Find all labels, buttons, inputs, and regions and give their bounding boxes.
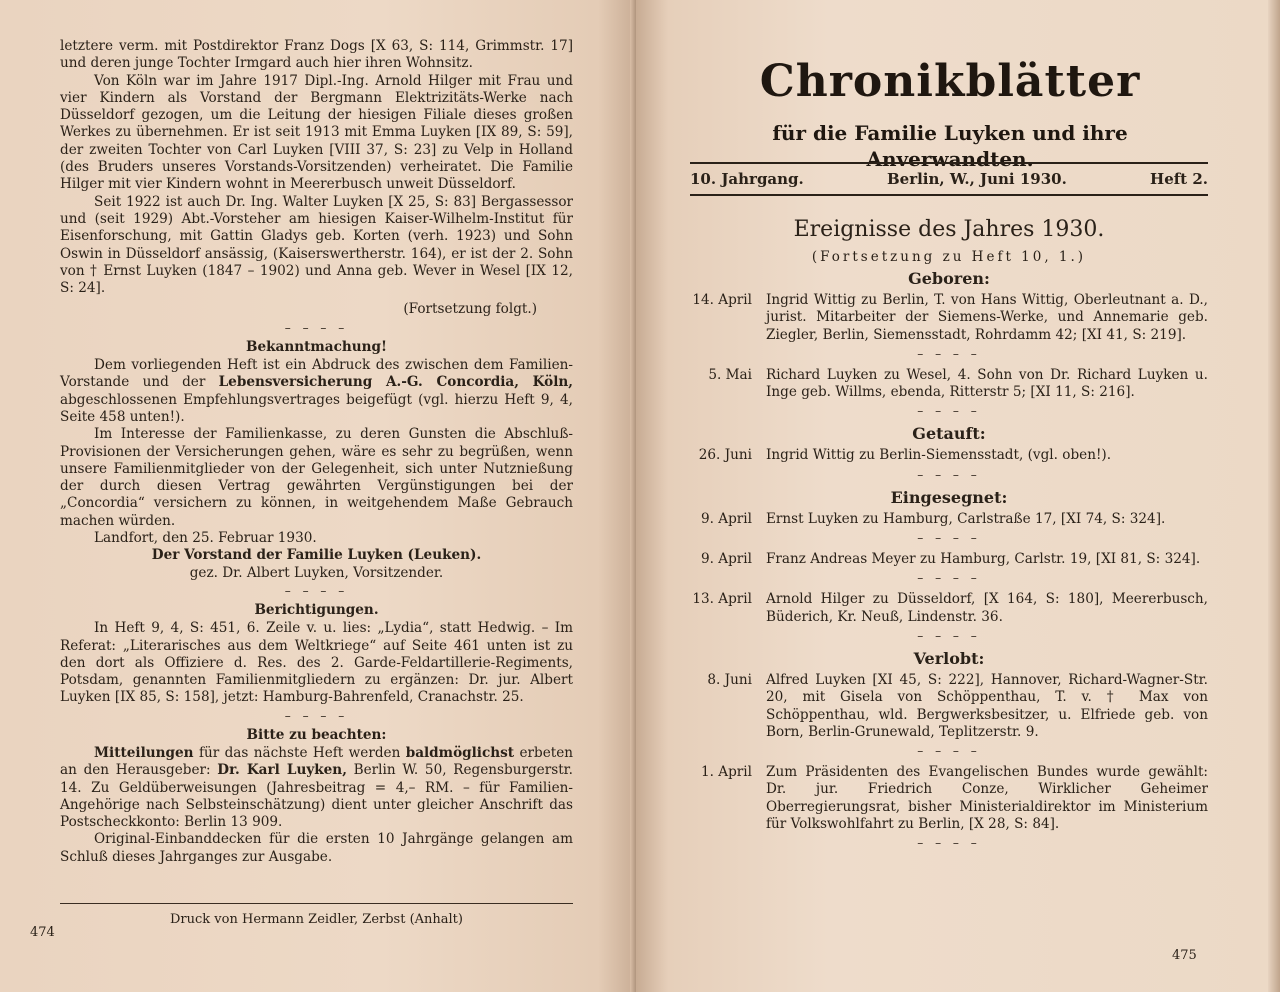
event-text: Alfred Luyken [XI 45, S: 222], Hannover, Richard-Wagner-Str. 20, mit Gisela von Schöppenthau, T. v. † Max von Schöppenthau, wld. Bergwerksbesitzer, u. Elfriede geb. von Born, Berlin-Grunewald, Teplitzerstr. 9. [766, 671, 1208, 740]
masthead [690, 56, 1210, 172]
masthead-rule-top [690, 162, 1208, 164]
section-heading-born: Geboren: [908, 269, 990, 288]
announcement-paragraph: Im Interesse der Familienkasse, zu deren Gunsten die Abschluß-Provisionen der Versicherungen gehen, wäre es sehr zu begrüßen, wenn unsere Familienmitglieder von der Gelegenheit, sich unter Nutznießung der durch diesen Vertrag gewährten Vergünstigungen bei der „Concordia“ versichern zu können, in weitgehendem Maße Gebrauch machen würden. [60, 426, 573, 529]
event-entry [690, 551, 1208, 568]
event-entry [690, 672, 1208, 741]
separator: – – – – [917, 628, 981, 643]
event-text: Zum Präsidenten des Evangelischen Bundes wurde gewählt: Dr. jur. Friedrich Conze, Wirklicher Geheimer Oberregierungsrat, bisher Ministerialdirektor im Ministerium für Volkswohlfahrt zu Berlin, [X 28, S: 84]. [766, 764, 1208, 833]
place-date: Landfort, den 25. Februar 1930. [94, 530, 317, 547]
masthead-title: Chronikblätter [759, 56, 1141, 107]
event-text: Richard Luyken zu Wesel, 4. Sohn von Dr. Richard Luyken u. Inge geb. Willms, ebenda, Ritterstr 5; [XI 11, S: 216]. [766, 366, 1208, 401]
event-date: 8. Juni [707, 671, 752, 688]
volume-label: 10. Jahrgang. [690, 170, 804, 188]
masthead-subtitle: für die Familie Luyken und ihre Anverwandten. [772, 121, 1128, 171]
separator: – – – – [917, 571, 981, 586]
signature-board: Der Vorstand der Familie Luyken (Leuken). [151, 547, 482, 564]
separator: – – – – [284, 583, 349, 598]
separator: – – – – [917, 836, 981, 851]
announcement-heading: Bekanntmachung! [245, 338, 387, 355]
separator: – – – – [917, 404, 981, 419]
event-entry [690, 511, 1208, 528]
events-title: Ereignisse des Jahres 1930. [793, 217, 1105, 242]
paragraph: Von Köln war im Jahre 1917 Dipl.-Ing. Arnold Hilger mit Frau und vier Kindern als Vorstand der Bergmann Elektrizitäts-Werke nach Düsseldorf gezogen, um die Leitung der hiesigen Filiale dieses großen Werkes zu übernehmen. Er ist seit 1913 mit Emma Luyken [IX 89, S: 59], der zweiten Tochter von Carl Luyken [VIII 37, S: 23] zu Velp in Holland (des Bruders unseres Vorstands-Vorsitzenden) verheiratet. Die Familie Hilger mit vier Kindern wohnt in Meererbusch unweit Düsseldorf. [60, 72, 573, 193]
event-text: Ingrid Wittig zu Berlin-Siemensstadt, (vgl. oben!). [766, 447, 1112, 464]
event-text: Franz Andreas Meyer zu Hamburg, Carlstr. 19, [XI 81, S: 324]. [766, 551, 1201, 568]
notice-paragraph: Mitteilungen für das nächste Heft werden baldmöglichst erbeten an den Herausgeber: Dr. Karl Luyken, Berlin W. 50, Regensburgerstr. 14. Zu Geldüberweisungen (Jahresbeitrag = 4,– RM. – für Familien-Angehörige nach Selbsteinschätzung) dient unter gleicher Anschrift das Postscheckkonto: Berlin 13 909. [60, 744, 573, 831]
events-section [690, 215, 1208, 856]
events-subtitle: (Fortsetzung zu Heft 10, 1.) [811, 249, 1087, 265]
printer-imprint: Druck von Hermann Zeidler, Zerbst (Anhalt) [170, 912, 463, 927]
page-edge [1268, 0, 1280, 992]
separator: – – – – [917, 346, 981, 361]
event-date: 26. Juni [698, 447, 752, 464]
corrections-paragraph: In Heft 9, 4, S: 451, 6. Zeile v. u. lies: „Lydia“, statt Hedwig. – Im Referat: „Literarisches aus dem Weltkriege“ auf Seite 461 unten ist zu den dort als Offiziere d. Res. des 2. Garde-Feldartillerie-Regiments, Potsdam, genannten Familienmitgliedern zu ergänzen: Dr. jur. Albert Luyken [IX 85, S: 158], jetzt: Hamburg-Bahrenfeld, Cranachstr. 25. [60, 620, 573, 706]
event-date: 1. April [700, 764, 752, 781]
event-date: 9. April [700, 551, 752, 568]
left-page-text [60, 38, 573, 866]
signature-name: gez. Dr. Albert Luyken, Vorsitzender. [189, 564, 444, 581]
section-heading-confirmed: Eingesegnet: [890, 487, 1008, 507]
event-date: 13. April [692, 591, 752, 608]
masthead-info [690, 170, 1208, 188]
paragraph: letztere verm. mit Postdirektor Franz Dogs [X 63, S: 114, Grimmstr. 17] und deren junge Tochter Irmgard auch hier ihren Wohnsitz. [60, 38, 573, 72]
issue-label: Heft 2. [1150, 170, 1208, 188]
section-heading-engaged: Verlobt: [913, 648, 985, 668]
issue-place-date: Berlin, W., Juni 1930. [886, 170, 1067, 188]
event-entry [690, 367, 1208, 402]
notice-paragraph: Original-Einbanddecken für die ersten 10 Jahrgänge gelangen am Schluß dieses Jahrganges zur Ausgabe. [60, 831, 573, 865]
masthead-rule-bottom [690, 194, 1208, 196]
event-entry [690, 292, 1208, 344]
event-entry [690, 447, 1208, 464]
page-number-right: 475 [1172, 948, 1197, 963]
event-text: Ingrid Wittig zu Berlin, T. von Hans Wittig, Oberleutnant a. D., jurist. Mitarbeiter der Siemens-Werke, und Annemarie geb. Ziegler, Berlin, Siemensstadt, Rohrdamm 42; [XI 41, S: 219]. [766, 292, 1208, 343]
page-number-left: 474 [30, 925, 55, 940]
separator: – – – – [284, 708, 349, 723]
section-heading-baptized: Getauft: [912, 424, 986, 444]
continued-note: (Fortsetzung folgt.) [403, 301, 537, 318]
event-entry [690, 764, 1208, 833]
event-date: 14. April [692, 292, 752, 308]
separator: – – – – [917, 467, 981, 482]
paragraph: Seit 1922 ist auch Dr. Ing. Walter Luyken [X 25, S: 83] Bergassessor und (seit 1929) Abt.-Vorsteher am hiesigen Kaiser-Wilhelm-Institut für Eisenforschung, mit Gattin Gladys geb. Korten (verh. 1923) und Sohn Oswin in Düsseldorf ansässig, (Kaiserswertherstr. 164), er ist der 2. Sohn von † Ernst Luyken (1847 – 1902) und Anna geb. Wever in Wesel [IX 12, S: 24]. [60, 193, 573, 297]
footer-rule [60, 903, 573, 904]
event-text: Ernst Luyken zu Hamburg, Carlstraße 17, [XI 74, S: 324]. [766, 510, 1166, 527]
event-text: Arnold Hilger zu Düsseldorf, [X 164, S: 180], Meererbusch, Büderich, Kr. Neuß, Lindenstr. 36. [766, 591, 1208, 625]
notice-heading: Bitte zu beachten: [246, 726, 387, 743]
separator: – – – – [284, 320, 349, 335]
corrections-heading: Berichtigungen. [254, 601, 379, 618]
event-date: 5. Mai [708, 366, 752, 383]
separator: – – – – [917, 531, 981, 546]
separator: – – – – [917, 744, 981, 759]
event-entry [690, 591, 1208, 626]
event-date: 9. April [700, 510, 752, 527]
announcement-paragraph: Dem vorliegenden Heft ist ein Abdruck des zwischen dem Familien-Vorstande und der Lebensversicherung A.-G. Concordia, Köln, abgeschlossenen Empfehlungsvertrages beigefügt (vgl. hierzu Heft 9, 4, Seite 458 unten!). [60, 357, 573, 425]
